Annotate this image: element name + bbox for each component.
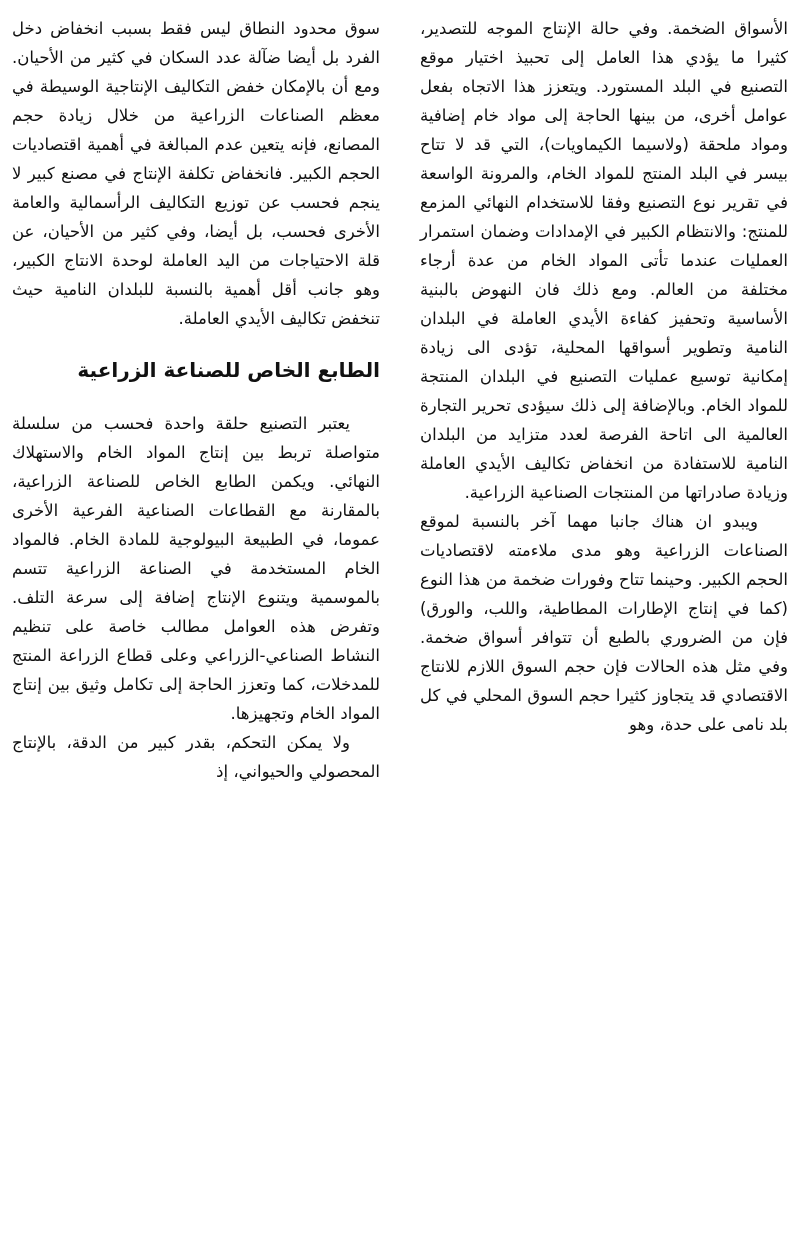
paragraph-continuation: سوق محدود النطاق ليس فقط بسبب انخفاض دخل الفرد بل أيضا ضآلة عدد السكان في كثير من الأحيان. ومع أن بالإمكان خفض التكاليف الإنتاجية الوسيطة في معظم الصناعات الزراعية من خلال زيادة حجم المصانع، فإنه يتعين عدم المبالغة في أهمية اقتصاديات الحجم الكبير. فانخفاض تكلفة الإنتاج في مصنع كبير لا ينجم فحسب عن توزيع التكاليف الرأسمالية والعامة الأخرى فحسب، بل أيضا، وفي كثير من الأحيان، عن قلة الاحتياجات من اليد العاملة لوحدة الانتاج الكبير، وهو جانب أقل أهمية بالنسبة للبلدان النامية حيث تنخفض تكاليف الأيدي العاملة. xyxy=(12,19,380,328)
paragraph: يعتبر التصنيع حلقة واحدة فحسب من سلسلة متواصلة تربط بين إنتاج المواد الخام والاستهلاك النهائي. ويكمن الطابع الخاص للصناعة الزراعية، بالمقارنة مع القطاعات الصناعية الفرعية الأخرى عموما، في الطبيعة البيولوجية للمادة الخام. فالمواد الخام المستخدمة في الصناعة الزراعية تتسم بالموسمية ويتنوع الإنتاج إضافة إلى سرعة التلف. وتفرض هذه العوامل مطالب خاصة على تنظيم النشاط الصناعي-الزراعي وعلى قطاع الزراعة المنتج للمدخلات، كما وتعزز الحاجة إلى تكامل وثيق بين إنتاج المواد الخام وتجهيزها. xyxy=(12,414,380,723)
paragraph-continuation: الأسواق الضخمة. وفي حالة الإنتاج الموجه للتصدير، كثيرا ما يؤدي هذا العامل إلى تحبيذ اختيار موقع التصنيع في البلد المستورد. ويتعزز هذا الاتجاه بفعل عوامل أخرى، من بينها الحاجة إلى مواد خام إضافية ومواد ملحقة (ولاسيما الكيماويات)، التي قد لا تتاح بيسر في البلد المنتج للمواد الخام، والمرونة الواسعة في تقرير نوع التصنيع وفقا للاستخدام النهائي المزمع للمنتج: والانتظام الكبير في الإمدادات وضمان استمرار العمليات عندما تأتى المواد الخام من عدة أرجاء مختلفة من العالم. ومع ذلك فان النهوض بالبنية الأساسية وتحفيز كفاءة الأيدي العاملة في البلدان النامية وتطوير أسواقها المحلية، تؤدى الى زيادة إمكانية توسيع عمليات التصنيع في البلدان المنتجة للمواد الخام. وبالإضافة إلى ذلك سيؤدى تحرير التجارة العالمية الى اتاحة الفرصة لعدد متزايد من البلدان النامية للاستفادة من انخفاض تكاليف الأيدي العاملة وزيادة صادراتها من المنتجات الصناعية الزراعية. xyxy=(420,19,788,502)
paragraph: ويبدو ان هناك جانبا مهما آخر بالنسبة لموقع الصناعات الزراعية وهو مدى ملاءمته لاقتصاديات الحجم الكبير. وحينما تتاح وفورات ضخمة من هذا النوع (كما في إنتاج الإطارات المطاطية، واللب، والورق) فإن من الضروري بالطبع أن تتوافر أسواق ضخمة. وفي مثل هذه الحالات فإن حجم السوق اللازم للانتاج الاقتصادي قد يتجاوز كثيرا حجم السوق المحلي في كل بلد نامى على حدة، وهو xyxy=(420,512,788,734)
column-right xyxy=(420,14,788,1228)
section-heading: الطابع الخاص للصناعة الزراعية xyxy=(77,358,380,382)
column-left xyxy=(12,14,380,1228)
paragraph: ولا يمكن التحكم، بقدر كبير من الدقة، بالإنتاج المحصولي والحيواني، إذ xyxy=(12,733,380,781)
two-column-layout xyxy=(12,14,788,1228)
